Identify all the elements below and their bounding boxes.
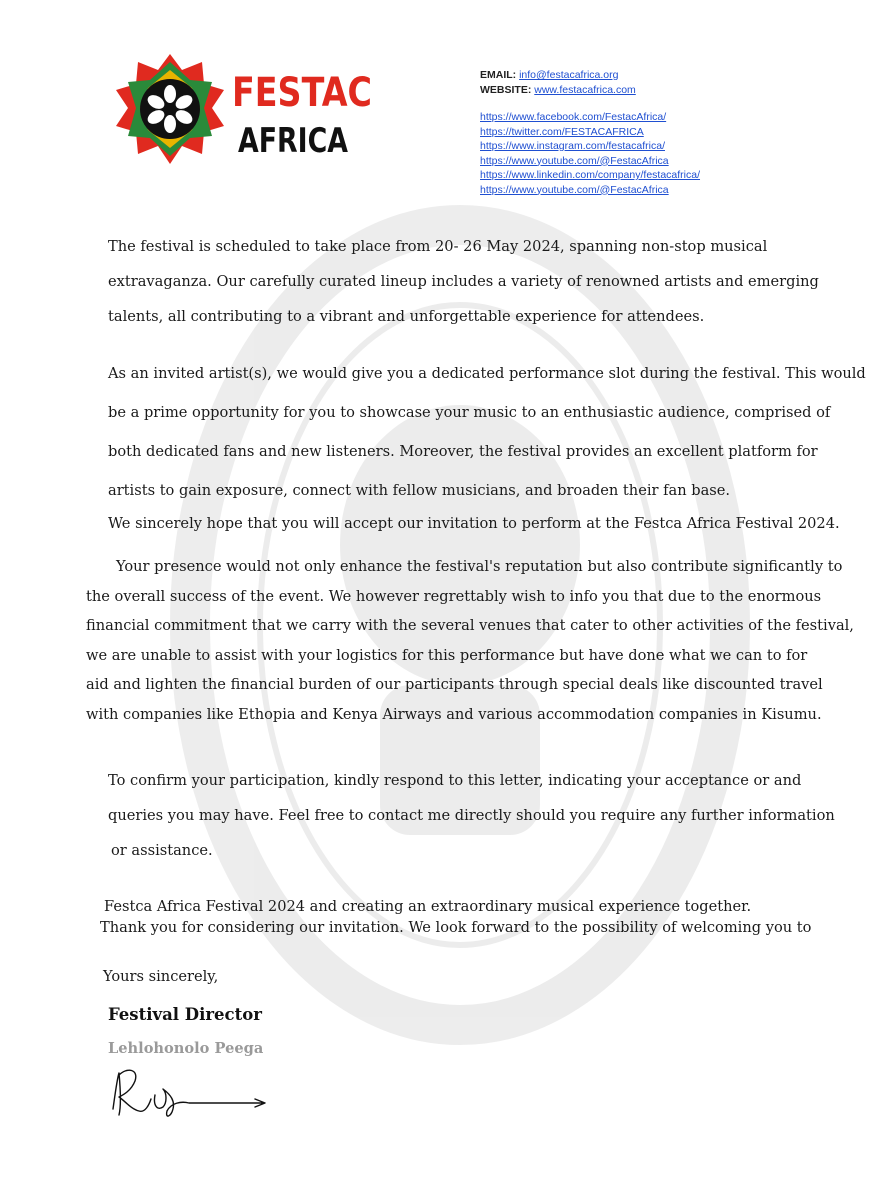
logo-africa-text: AFRICA: [238, 121, 349, 161]
text-line: queries you may have. Feel free to contact me directly should you require any further information: [108, 807, 835, 824]
paragraph-confirm: [108, 763, 835, 868]
signatory-name: Lehlohonolo Peega: [108, 1040, 264, 1057]
contact-block: [480, 68, 700, 197]
linkedin-link[interactable]: https://www.linkedin.com/company/festacafrica/: [480, 169, 701, 181]
paragraph-performance-slot: [108, 354, 866, 510]
email-label: EMAIL:: [480, 69, 517, 81]
text-line: the overall success of the event. We however regrettably wish to info you that due to the enormous: [86, 587, 822, 605]
text-line: Your presence would not only enhance the festival's reputation but also contribute significantly to: [116, 558, 843, 575]
paragraph-logistics: [86, 552, 854, 729]
email-link[interactable]: info@festacafrica.org: [519, 69, 619, 81]
festac-africa-logo: [120, 52, 375, 167]
text-line: artists to gain exposure, connect with fellow musicians, and broaden their fan base.: [108, 482, 731, 499]
text-line: talents, all contributing to a vibrant and unforgettable experience for attendees.: [108, 308, 705, 325]
website-link[interactable]: www.festacafrica.com: [534, 83, 636, 96]
paragraph-thanks: [100, 896, 811, 938]
text-line: Thank you for considering our invitation. We look forward to the possibility of welcoming you to: [100, 919, 812, 936]
text-line: As an invited artist(s), we would give you a dedicated performance slot during the festival. This would: [108, 365, 866, 382]
logo-festac-text: FESTAC: [232, 70, 372, 116]
text-line: Festca Africa Festival 2024 and creating an extraordinary musical experience together.: [104, 898, 752, 915]
text-line: extravaganza. Our carefully curated lineup includes a variety of renowned artists and emerging: [108, 273, 819, 290]
instagram-link[interactable]: https://www.instagram.com/festacafrica/: [480, 140, 665, 152]
closing-salutation: Yours sincerely,: [103, 968, 219, 985]
text-line: with companies like Ethopia and Kenya Airways and various accommodation companies in Kisumu.: [86, 705, 822, 723]
signatory-title: Festival Director: [108, 1005, 262, 1024]
text-line: be a prime opportunity for you to showcase your music to an enthusiastic audience, comprised of: [108, 404, 831, 421]
handwritten-signature: [105, 1065, 275, 1125]
website-label: WEBSITE:: [480, 83, 532, 96]
text-line: we are unable to assist with your logistics for this performance but have done what we can to for: [86, 646, 808, 664]
text-line: To confirm your participation, kindly respond to this letter, indicating your acceptance or and: [108, 772, 802, 789]
youtube-link[interactable]: https://www.youtube.com/@FestacAfrica: [480, 154, 669, 167]
email-row: [480, 68, 700, 83]
facebook-link[interactable]: https://www.facebook.com/FestacAfrica/: [480, 111, 667, 123]
text-line: aid and lighten the financial burden of our participants through special deals like discounted travel: [86, 676, 823, 693]
paragraph-invitation: We sincerely hope that you will accept our invitation to perform at the Festca Africa Festival 2024.: [108, 515, 840, 532]
youtube-link-2[interactable]: https://www.youtube.com/@FestacAfrica: [480, 183, 669, 196]
text-line: financial commitment that we carry with the several venues that cater to other activities of the festival,: [86, 617, 854, 634]
social-links: [480, 110, 700, 197]
website-row: [480, 83, 700, 98]
text-line: or assistance.: [111, 842, 213, 859]
paragraph-festival-dates: [108, 229, 819, 334]
twitter-link[interactable]: https://twitter.com/FESTACAFRICA: [480, 125, 644, 138]
text-line: The festival is scheduled to take place from 20- 26 May 2024, spanning non-stop musical: [108, 238, 768, 255]
text-line: both dedicated fans and new listeners. Moreover, the festival provides an excellent platform for: [108, 443, 818, 460]
